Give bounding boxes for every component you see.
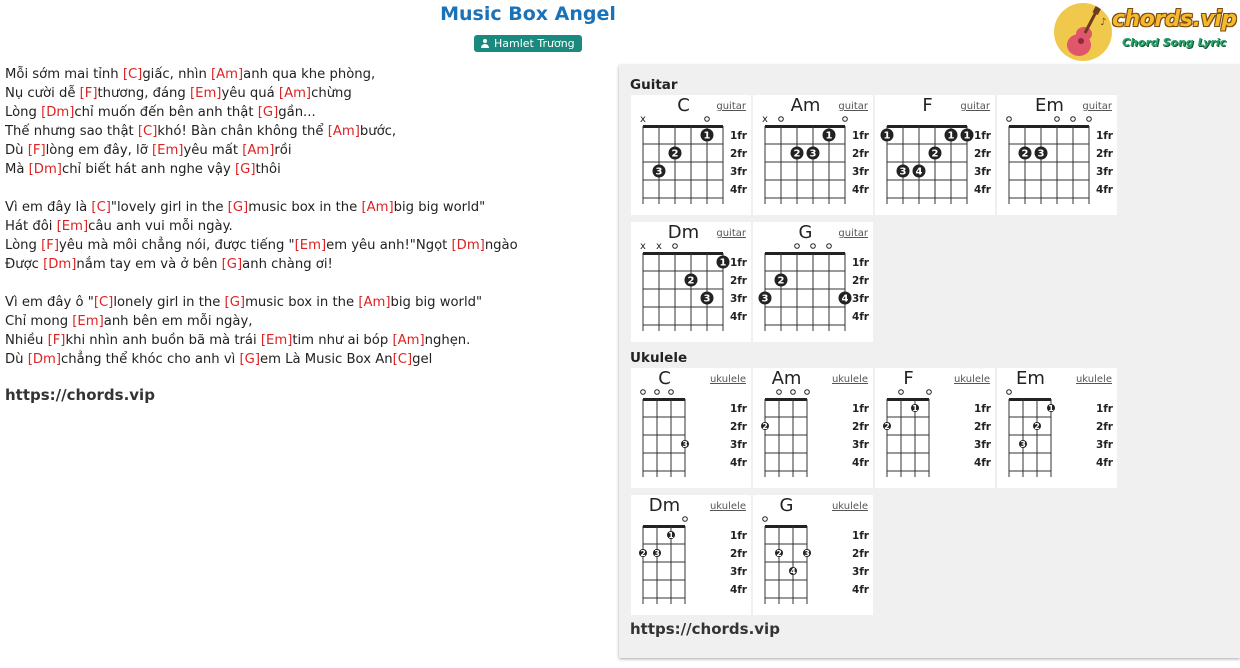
svg-text:3fr: 3fr (729, 566, 747, 578)
lyric-text: Mà (5, 162, 29, 177)
svg-text:3fr: 3fr (1095, 166, 1113, 178)
site-logo[interactable] (1054, 3, 1237, 61)
lyric-text: Vì em đây là (5, 200, 92, 215)
chord-tag[interactable]: [F] (41, 238, 59, 253)
lyric-line (5, 141, 605, 160)
svg-text:1fr: 1fr (1095, 130, 1113, 142)
lyric-text: Dù (5, 143, 28, 158)
svg-text:4fr: 4fr (851, 184, 869, 196)
svg-text:4fr: 4fr (1095, 457, 1113, 469)
lyric-text: chỉ muốn đến bên anh thật (74, 105, 258, 120)
chord-name: C (658, 368, 671, 389)
ukulele-chord-card[interactable] (997, 368, 1117, 488)
chord-panel (619, 65, 1240, 658)
svg-text:1: 1 (825, 130, 833, 142)
lyric-line (5, 65, 605, 84)
svg-text:4: 4 (790, 567, 796, 576)
lyric-line (5, 350, 605, 369)
ukulele-link[interactable]: ukulele (831, 374, 868, 385)
lyric-text: music box in the (245, 295, 359, 310)
svg-text:3: 3 (899, 166, 907, 178)
chord-name: Em (1016, 368, 1045, 389)
svg-text:1: 1 (668, 531, 674, 540)
svg-text:3: 3 (703, 293, 711, 305)
svg-text:1fr: 1fr (851, 130, 869, 142)
song-title: Music Box Angel (440, 3, 616, 25)
ukulele-chord-card[interactable] (631, 495, 751, 615)
svg-text:2fr: 2fr (1095, 421, 1113, 433)
lyric-text: em Là Music Box An (260, 352, 393, 367)
site-url-left[interactable]: https://chords.vip (5, 386, 155, 404)
lyric-text: câu anh vui mỗi ngày. (88, 219, 233, 234)
chord-tag[interactable]: [Em] (151, 143, 184, 158)
svg-text:1fr: 1fr (729, 130, 747, 142)
chord-tag[interactable]: [Dm] (28, 162, 62, 177)
lyric-text: Dù (5, 352, 28, 367)
svg-text:x: x (640, 114, 646, 125)
svg-text:2: 2 (777, 275, 785, 287)
lyric-text: lonely girl in the (113, 295, 225, 310)
lyric-text: yêu mất (183, 143, 243, 158)
svg-text:2fr: 2fr (729, 275, 747, 287)
lyric-text: khi nhìn anh buồn bã mà trái (65, 333, 261, 348)
lyric-line (5, 179, 605, 198)
svg-text:2fr: 2fr (851, 421, 869, 433)
svg-text:1fr: 1fr (973, 403, 991, 415)
chord-name: F (922, 95, 933, 116)
lyric-line (5, 160, 605, 179)
svg-text:3: 3 (682, 440, 688, 449)
svg-text:2: 2 (1021, 148, 1029, 160)
ukulele-link[interactable]: ukulele (709, 374, 746, 385)
chord-tag[interactable]: [C] (93, 295, 114, 310)
chord-tag[interactable]: [Am] (327, 124, 360, 139)
svg-text:1: 1 (963, 130, 971, 142)
chord-tag[interactable]: [Dm] (41, 105, 75, 120)
svg-text:3fr: 3fr (973, 166, 991, 178)
chord-tag[interactable]: [Am] (361, 200, 394, 215)
chord-name: G (779, 495, 794, 516)
chord-tag[interactable]: [Dm] (27, 352, 62, 367)
svg-text:2fr: 2fr (851, 275, 869, 287)
chord-name: G (798, 222, 813, 243)
chord-tag[interactable]: [F] (79, 86, 98, 101)
svg-text:2fr: 2fr (973, 421, 991, 433)
lyric-text: chỉ biết hát anh nghe vậy (61, 162, 235, 177)
svg-text:3fr: 3fr (1095, 439, 1113, 451)
lyric-text: "lovely girl in the (110, 200, 228, 215)
svg-text:1fr: 1fr (973, 130, 991, 142)
svg-text:2fr: 2fr (1095, 148, 1113, 160)
svg-text:2: 2 (687, 275, 695, 287)
lyric-text: Vì em đây ô " (5, 295, 94, 310)
lyric-line (5, 217, 605, 236)
guitar-chord-card[interactable] (875, 95, 995, 215)
svg-text:2: 2 (884, 422, 890, 431)
svg-text:1: 1 (947, 130, 955, 142)
lyric-line (5, 198, 605, 217)
logo-text: chords.vip (1112, 7, 1237, 32)
lyric-line (5, 122, 605, 141)
svg-text:4fr: 4fr (851, 584, 869, 596)
svg-text:2fr: 2fr (729, 548, 747, 560)
lyric-line (5, 255, 605, 274)
lyric-text: anh chàng ơi! (242, 257, 333, 272)
lyric-text: chừng (311, 86, 352, 101)
lyric-text: Lòng (5, 238, 42, 253)
svg-text:2: 2 (776, 549, 782, 558)
svg-text:3: 3 (655, 166, 663, 178)
chord-name: Am (790, 95, 821, 116)
lyric-text: nghẹn. (424, 333, 471, 348)
guitar-link[interactable]: guitar (960, 101, 990, 112)
svg-text:2fr: 2fr (851, 148, 869, 160)
lyric-text: Thế nhưng sao thật (5, 124, 138, 139)
ukulele-chord-card[interactable] (631, 368, 751, 488)
chord-tag[interactable]: [Em] (294, 238, 327, 253)
lyric-line (5, 312, 605, 331)
svg-text:3fr: 3fr (851, 439, 869, 451)
lyric-line (5, 236, 605, 255)
svg-text:1: 1 (912, 404, 918, 413)
svg-text:3: 3 (761, 293, 769, 305)
chord-tag[interactable]: [Em] (260, 333, 293, 348)
svg-text:1: 1 (883, 130, 891, 142)
lyric-text: ngào (484, 238, 518, 253)
chord-tag[interactable]: [G] (221, 257, 243, 272)
svg-text:3: 3 (809, 148, 817, 160)
chord-tag[interactable]: [Em] (56, 219, 89, 234)
chord-tag[interactable]: [Em] (189, 86, 222, 101)
svg-text:3: 3 (654, 549, 660, 558)
chord-tag[interactable]: [G] (224, 295, 246, 310)
guitar-chord-card[interactable] (753, 95, 873, 215)
site-url-right[interactable]: https://chords.vip (630, 620, 780, 638)
chord-tag[interactable]: [Am] (358, 295, 391, 310)
guitar-link[interactable]: guitar (838, 228, 868, 239)
chord-name: C (677, 95, 690, 116)
svg-text:4fr: 4fr (851, 311, 869, 323)
svg-text:1fr: 1fr (851, 257, 869, 269)
ukulele-chord-card[interactable] (875, 368, 995, 488)
svg-text:1: 1 (703, 130, 711, 142)
chord-tag[interactable]: [Am] (278, 86, 312, 101)
lyric-text: Mỗi sớm mai tỉnh (5, 67, 123, 82)
svg-text:2fr: 2fr (851, 548, 869, 560)
person-icon (481, 39, 489, 48)
guitar-link[interactable]: guitar (1082, 101, 1112, 112)
svg-text:2: 2 (671, 148, 679, 160)
lyric-text: big big world" (393, 200, 486, 215)
lyric-text: lòng em đây, lỡ (45, 143, 152, 158)
lyric-text: nắm tay em và ở bên (76, 257, 222, 272)
svg-text:1fr: 1fr (1095, 403, 1113, 415)
chord-tag[interactable]: [G] (239, 352, 261, 367)
svg-text:2: 2 (640, 549, 646, 558)
lyric-text: anh bên em mỗi ngày, (103, 314, 253, 329)
ukulele-link[interactable]: ukulele (953, 374, 990, 385)
chord-name: Dm (667, 222, 700, 243)
chord-tag[interactable]: [F] (47, 333, 66, 348)
logo-subtitle: Chord Song Lyric (1122, 36, 1227, 49)
chord-name: F (903, 368, 914, 389)
lyric-text: music box in the (248, 200, 362, 215)
guitar-link[interactable]: guitar (716, 101, 746, 112)
svg-text:3: 3 (804, 549, 810, 558)
lyric-text: chẳng thể khóc cho anh vì (61, 352, 240, 367)
svg-text:3fr: 3fr (729, 439, 747, 451)
lyric-text: Nhiều (5, 333, 48, 348)
svg-text:2: 2 (1034, 422, 1040, 431)
guitar-chord-card[interactable] (631, 95, 751, 215)
svg-text:1fr: 1fr (729, 530, 747, 542)
lyric-text: tim như ai bóp (292, 333, 393, 348)
chord-name: Dm (648, 495, 681, 516)
lyric-text: yêu quá (221, 86, 279, 101)
guitar-link[interactable]: guitar (716, 228, 746, 239)
svg-text:2: 2 (793, 148, 801, 160)
chord-tag[interactable]: [G] (257, 105, 279, 120)
svg-text:♪: ♪ (1100, 17, 1107, 28)
lyric-line (5, 103, 605, 122)
guitar-chord-card[interactable] (753, 222, 873, 342)
svg-text:3: 3 (1020, 440, 1026, 449)
lyric-text: Được (5, 257, 44, 272)
guitar-section-title: Guitar (630, 77, 678, 93)
svg-text:3: 3 (1037, 148, 1045, 160)
chord-tag[interactable]: [Dm] (451, 238, 485, 253)
lyric-text: anh qua khe phòng, (243, 67, 376, 82)
svg-text:4fr: 4fr (1095, 184, 1113, 196)
svg-text:4fr: 4fr (973, 184, 991, 196)
svg-text:4fr: 4fr (729, 584, 747, 596)
chord-name: Em (1035, 95, 1064, 116)
ukulele-chord-card[interactable] (753, 495, 873, 615)
svg-text:x: x (640, 241, 646, 252)
lyric-text: Hát đôi (5, 219, 57, 234)
svg-text:3fr: 3fr (851, 166, 869, 178)
svg-text:4: 4 (841, 293, 849, 305)
lyrics-block (5, 65, 605, 369)
svg-text:1fr: 1fr (729, 257, 747, 269)
svg-text:x: x (656, 241, 662, 252)
ukulele-link[interactable]: ukulele (1075, 374, 1112, 385)
artist-name: Hamlet Trương (494, 37, 575, 50)
lyric-line (5, 331, 605, 350)
lyric-text: em yêu anh!"Ngọt (326, 238, 452, 253)
guitar-link[interactable]: guitar (838, 101, 868, 112)
lyric-text: khó! Bàn chân không thể (157, 124, 328, 139)
lyric-text: Nụ cười dễ (5, 86, 80, 101)
svg-text:1fr: 1fr (851, 403, 869, 415)
svg-text:3fr: 3fr (729, 293, 747, 305)
svg-text:3fr: 3fr (729, 166, 747, 178)
svg-text:3fr: 3fr (973, 439, 991, 451)
svg-text:2: 2 (762, 422, 768, 431)
lyric-text: thương, đáng (97, 86, 190, 101)
svg-text:x: x (762, 114, 768, 125)
svg-text:1: 1 (1048, 404, 1054, 413)
chord-tag[interactable]: [Dm] (43, 257, 77, 272)
chord-tag[interactable]: [Am] (242, 143, 275, 158)
chord-tag[interactable]: [Am] (392, 333, 425, 348)
lyric-text: rồi (274, 143, 292, 158)
lyric-text: Lòng (5, 105, 42, 120)
guitar-chord-card[interactable] (631, 222, 751, 342)
svg-text:3fr: 3fr (851, 566, 869, 578)
chord-tag[interactable]: [C] (91, 200, 111, 215)
svg-text:1fr: 1fr (729, 403, 747, 415)
lyric-line (5, 293, 605, 312)
artist-badge[interactable] (474, 35, 582, 52)
svg-text:2fr: 2fr (729, 148, 747, 160)
ukulele-section-title: Ukulele (630, 350, 688, 366)
svg-text:1fr: 1fr (851, 530, 869, 542)
svg-text:3fr: 3fr (851, 293, 869, 305)
lyric-text: giấc, nhìn (142, 67, 211, 82)
guitar-chord-card[interactable] (997, 95, 1117, 215)
svg-text:2: 2 (931, 148, 939, 160)
lyric-text: yêu mà môi chẳng nói, được tiếng " (59, 238, 295, 253)
ukulele-link[interactable]: ukulele (831, 501, 868, 512)
ukulele-chord-card[interactable] (753, 368, 873, 488)
chord-name: Am (771, 368, 802, 389)
lyric-text: bước, (359, 124, 397, 139)
lyric-line (5, 84, 605, 103)
chord-tag[interactable]: [C] (122, 67, 143, 82)
chord-tag[interactable]: [F] (27, 143, 46, 158)
svg-text:4fr: 4fr (729, 311, 747, 323)
svg-text:4: 4 (915, 166, 923, 178)
lyric-line (5, 274, 605, 293)
svg-text:1: 1 (719, 257, 727, 269)
lyric-text: big big world" (390, 295, 483, 310)
svg-text:2fr: 2fr (973, 148, 991, 160)
chord-tag[interactable]: [C] (137, 124, 158, 139)
lyric-text: gel (412, 352, 433, 367)
guitar-logo-icon (1054, 3, 1112, 61)
lyric-text: gần... (278, 105, 316, 120)
svg-text:4fr: 4fr (851, 457, 869, 469)
svg-text:4fr: 4fr (729, 184, 747, 196)
chord-tag[interactable]: [G] (235, 162, 256, 177)
chord-tag[interactable]: [C] (392, 352, 413, 367)
chord-tag[interactable]: [Em] (72, 314, 104, 329)
lyric-text: thôi (255, 162, 281, 177)
chord-tag[interactable]: [G] (227, 200, 249, 215)
ukulele-link[interactable]: ukulele (709, 501, 746, 512)
chord-tag[interactable]: [Am] (211, 67, 244, 82)
lyric-text: Chỉ mong (5, 314, 73, 329)
svg-text:2fr: 2fr (729, 421, 747, 433)
svg-text:4fr: 4fr (729, 457, 747, 469)
svg-text:4fr: 4fr (973, 457, 991, 469)
